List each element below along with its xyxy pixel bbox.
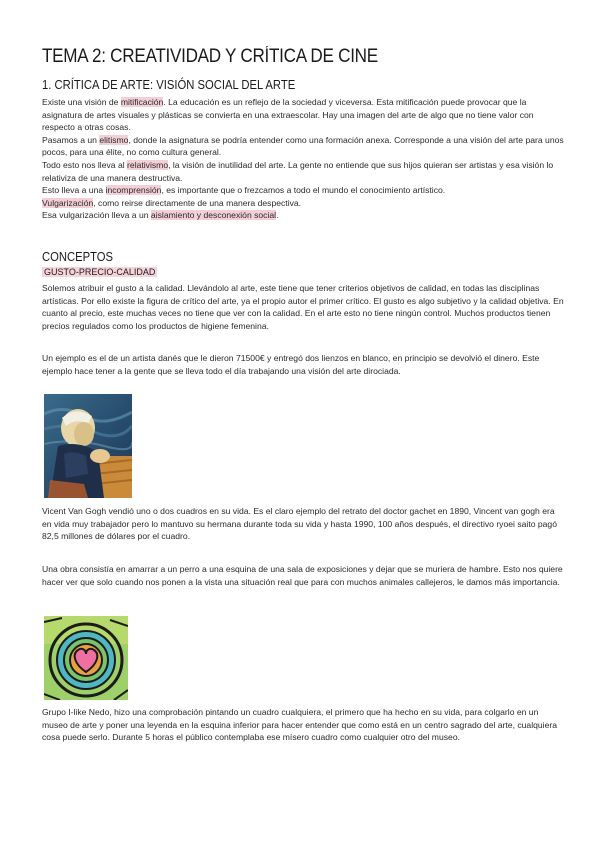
paragraph-gusto: Solemos atribuir el gusto a la calidad. Llevándolo al arte, este tiene que tener criterios objetivos de calidad, en todas las disciplinas artísticas. Por ello existe la figura de crítico del arte, ya el propio autor el primer crítico. El gusto es algo subjetivo y la calidad objetiva. En cuanto al precio, este muchas veces no tiene que ver con la calidad. En el arte esto no tiene ningún control. Muchos productos tienen precios regulados como los productos de higiene femenina. <box>42 283 564 331</box>
highlighted-term: incomprensión <box>105 185 162 196</box>
section-heading-critica: 1. CRÍTICA DE ARTE: VISIÓN SOCIAL DEL ARTE <box>42 78 296 92</box>
paragraph-grupo-i-like-nedo: Grupo I-like Nedo, hizo una comprobación pintando un cuadro cualquiera, el primero que ha hecho en su vida, para colgarlo en un museo de arte y poner una leyenda en la esquina inferior para hacer entender que como está en un centro sagrado del arte, cualquiera cosa puede serlo. Durante 5 horas el público contemplaba ese mísero cuadro como cualquier otro del museo. <box>42 707 558 743</box>
page-title: TEMA 2: CREATIVIDAD Y CRÍTICA DE CINE <box>42 46 378 67</box>
highlighted-term: Vulgarización <box>42 197 94 208</box>
paragraph-perro: Una obra consistía en amarrar a un perro a una esquina de una sala de exposiciones y dejar que se muriera de hambre. Esto nos quiere hacer ver que solo cuando nos ponen a la vista una situación real que para con muchos animales callejeros, le damos más importancia. <box>42 564 563 587</box>
paragraph-vulgarizacion <box>42 197 564 210</box>
section-heading-conceptos: CONCEPTOS <box>42 250 114 264</box>
text-run: , es importante que o frezcamos a todo el mundo el conocimiento artístico. <box>161 185 446 196</box>
paragraph-van-gogh: Vicent Van Gogh vendió uno o dos cuadros en su vida. Es el claro ejemplo del retrato del doctor gachet en 1890, Vincent van gogh era en vida muy trabajador pero lo mantuvo su hermana durante toda su vida y hasta 1990, 100 años después, el directivo ryoei saito pagó 82,5 millones de dólares por el cuadro. <box>42 506 557 542</box>
paragraph-elitismo <box>42 134 564 159</box>
text-run: . La educación es un reflejo de la sociedad y viceversa. Esta mitificación puede provocar que la asignatura de artes visuales y plásticas se convierta en una extraescolar. Hay una imagen del arte de algo que no tiene valor con respecto a otras cosas. <box>42 97 534 133</box>
text-run: Esa vulgarización lleva a un <box>42 210 151 221</box>
highlighted-term: aislamiento y desconexión social <box>150 210 277 221</box>
text-run: , donde la asignatura se podría entender como una formación anexa. Corresponde a una visión del arte para unos pocos, para una élite, no como cultura general. <box>42 134 564 158</box>
paragraph-relativismo <box>42 159 564 184</box>
text-run: Pasamos a un <box>42 134 100 145</box>
text-run: Todo esto nos lleva al <box>42 159 128 170</box>
highlighted-term: elitismo <box>99 134 129 145</box>
subheading-gusto-precio-calidad: GUSTO-PRECIO-CALIDAD <box>44 267 156 277</box>
paragraph-artista-danes: Un ejemplo es el de un artista danés que le dieron 71500€ y entregó dos lienzos en blanco, en principio se devolvió el dinero. Este ejemplo hace tener a la gente que se lleva todo el día trabajando una visión del arte dirociada. <box>42 353 540 376</box>
section-critica-body <box>42 96 564 222</box>
paragraph-incomprension <box>42 184 564 197</box>
text-run: . <box>276 210 279 221</box>
highlighted-term: mitificación <box>120 97 164 107</box>
text-run: Esto lleva a una <box>42 185 106 196</box>
text-run: Existe una visión de <box>42 97 121 107</box>
van-gogh-painting-image <box>44 394 132 498</box>
text-run: , la visión de inutilidad del arte. La gente no entiende que sus hijos quieran ser artistas y esa visión lo relativiza de una manera destructiva. <box>42 159 554 183</box>
heart-painting-image <box>44 616 128 700</box>
highlighted-term: relativismo <box>127 159 169 170</box>
paragraph-mitificacion <box>42 96 564 134</box>
text-run: , como reirse directamente de una manera despectiva. <box>93 197 302 208</box>
paragraph-aislamiento <box>42 209 564 222</box>
